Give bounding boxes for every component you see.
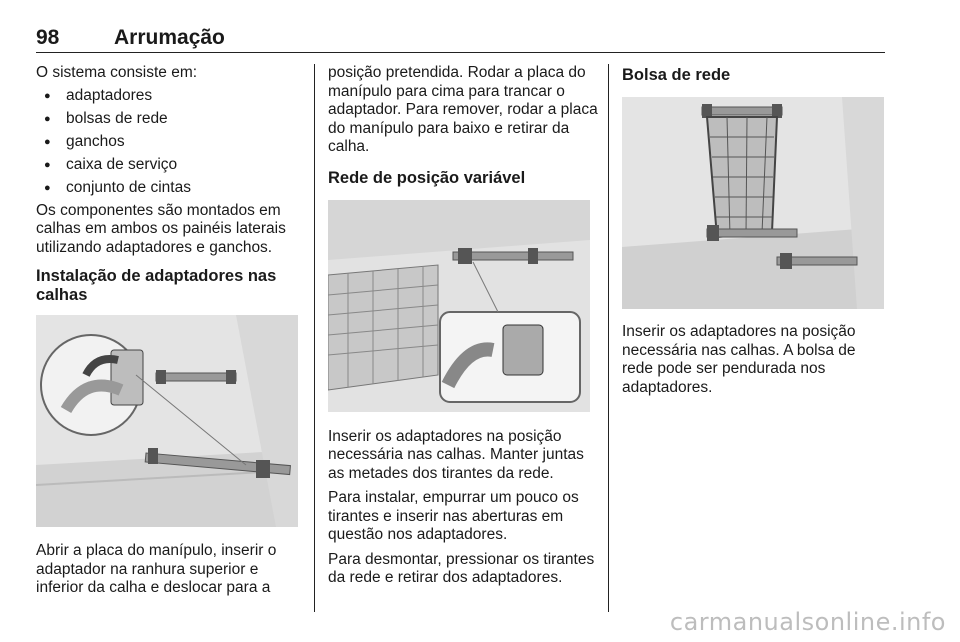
list-item: ● ganchos — [36, 133, 300, 152]
column-2 — [328, 64, 598, 594]
paragraph: posição pretendida. Rodar a placa do manípulo para cima para trancar o adaptador. Para remover, rodar a placa do manípulo para baixo e retirar da calha. — [328, 64, 598, 155]
variable-net-illustration — [328, 200, 590, 412]
paragraph: Para instalar, empurrar um pouco os tirantes e inserir nas aberturas em questão nos adaptadores. — [328, 489, 579, 543]
net-pocket-illustration — [622, 97, 884, 309]
list-item: ● adaptadores — [36, 87, 300, 106]
section-heading: Instalação de adaptadores nas calhas — [36, 267, 277, 304]
section-heading: Rede de posição variável — [328, 168, 526, 187]
list-item: ● caixa de serviço — [36, 156, 300, 175]
column-divider — [608, 64, 609, 612]
section-heading: Bolsa de rede — [622, 66, 731, 84]
paragraph: Inserir os adaptadores na posição necessária nas calhas. A bolsa de rede pode ser pendurada nos adaptadores. — [622, 323, 856, 396]
list-item: ● bolsas de rede — [36, 110, 300, 129]
column-1 — [36, 64, 300, 604]
paragraph: Os componentes são montados em calhas em ambos os painéis laterais utilizando adaptadores e ganchos. — [36, 201, 286, 256]
column-3 — [622, 64, 884, 403]
page-number: 98 — [36, 26, 60, 49]
list-item: ● conjunto de cintas — [36, 179, 300, 198]
intro-text: O sistema consiste em: — [36, 64, 198, 81]
caption: Abrir a placa do manípulo, inserir o adaptador na ranhura superior e inferior da calha e deslocar para a — [36, 542, 277, 596]
column-divider — [314, 64, 315, 612]
paragraph: Inserir os adaptadores na posição necessária nas calhas. Manter juntas as metades dos tirantes da rede. — [328, 427, 584, 482]
component-list — [36, 87, 300, 198]
adapter-rail-illustration — [36, 315, 298, 527]
chapter-title: Arrumação — [114, 26, 225, 49]
page-header — [36, 26, 885, 53]
paragraph: Para desmontar, pressionar os tirantes da rede e retirar dos adaptadores. — [328, 550, 595, 586]
watermark: carmanualsonline.info — [669, 608, 946, 636]
